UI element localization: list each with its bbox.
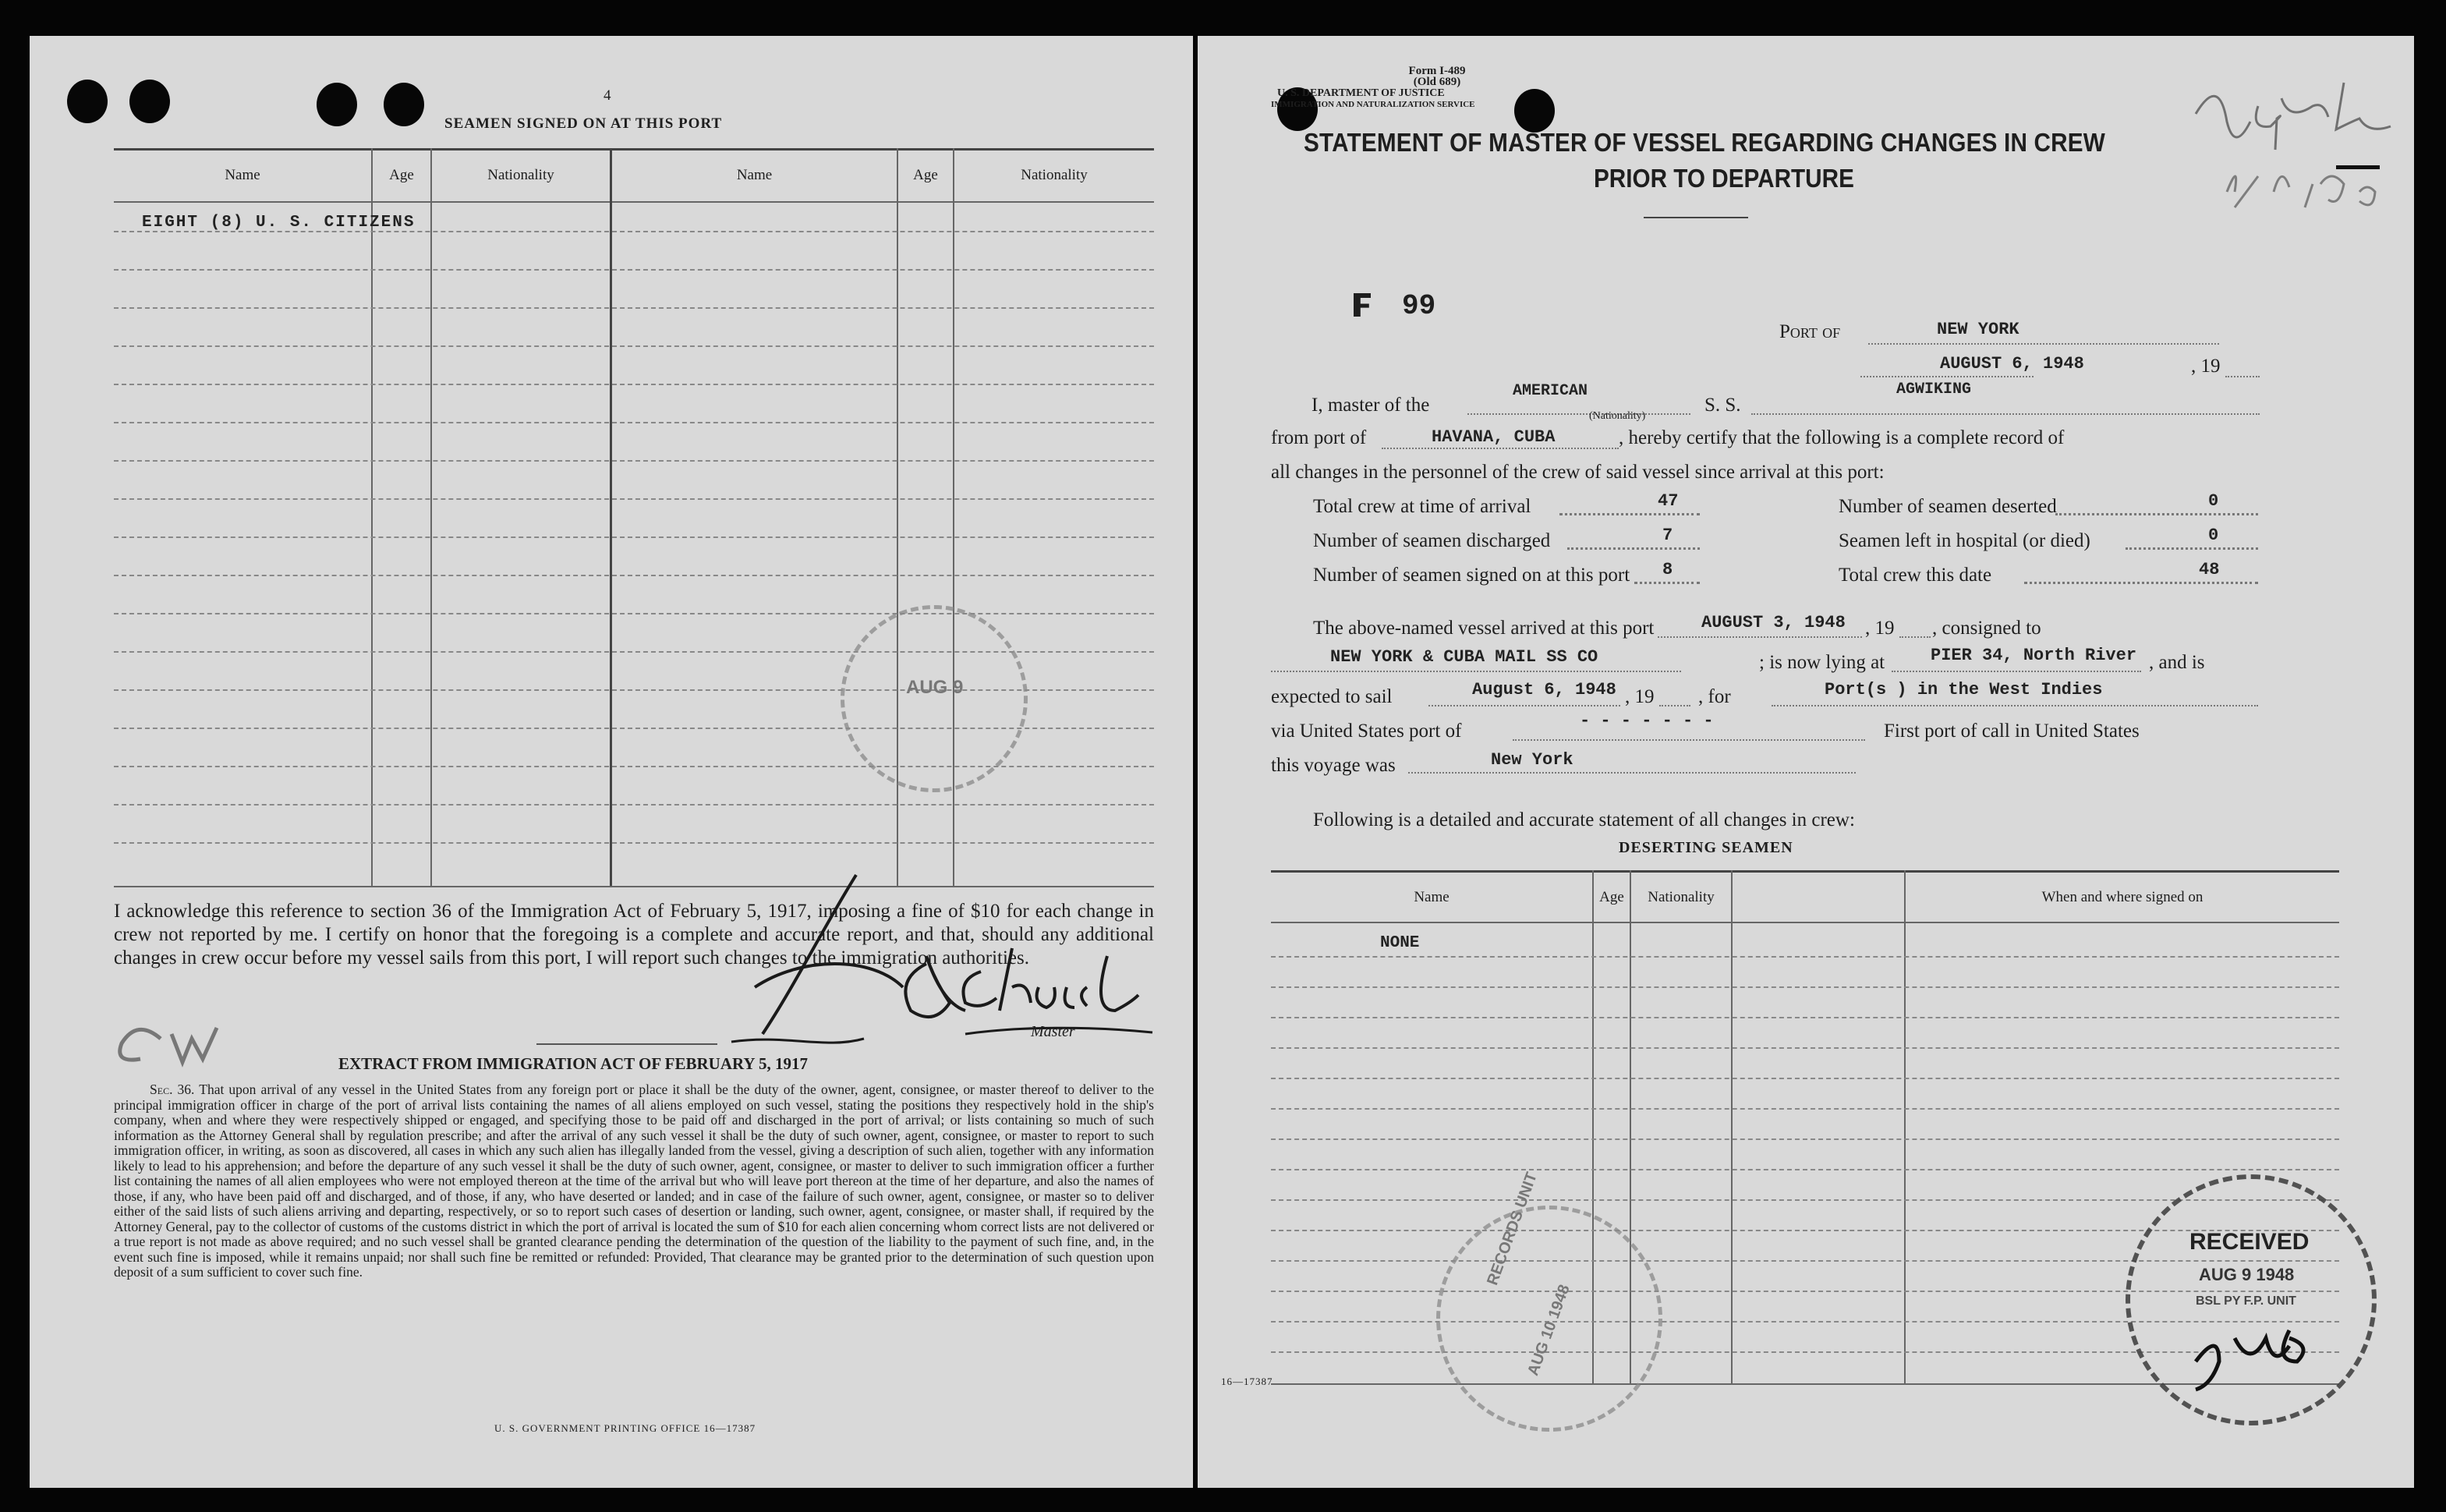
punch-hole [1514,89,1555,133]
extract-body [114,1082,1154,1280]
acknowledgement-text: I acknowledge this reference to section 36 of the Immigration Act of February 5, 1917, imposing a fine of $10 for each change in crew not reported by me. I certify on honor that the foregoing is a complete and accurate report, and that, should any additional changes in crew occur before my vessel sails from this port, I will report such changes to the immigration authorities. [114,901,1154,968]
page-number: 4 [604,87,611,104]
file-number: 99 [1402,290,1436,322]
table-row-rule [114,536,1154,538]
column-header-name: Name [225,167,260,183]
stamp-records-unit: RECORDS UNIT [1484,1170,1541,1288]
stamp-date: AUG 9 [906,677,964,698]
via-value: - - - - - - - [1580,711,1714,731]
column-header-nationality: Nationality [1021,167,1088,183]
stamp-bsl: BSL PY F.P. UNIT [2196,1294,2296,1308]
arrived-date: AUGUST 3, 1948 [1701,613,1846,632]
hospital-label: Seamen left in hospital (or died) [1839,530,2090,551]
lying-label: ; is now lying at [1759,652,1885,673]
expected-label: expected to sail [1271,686,1393,707]
from-port-label: from port of [1271,427,1367,448]
table-row-rule [1271,956,2339,958]
column-header-signed-on: When and where signed on [2041,889,2204,905]
column-header-age: Age [913,167,938,183]
ss-label: S. S. [1704,395,1741,416]
document-title: STATEMENT OF MASTER OF VESSEL REGARDING CHANGES IN CREW [1304,128,2105,157]
initials-mark [84,984,303,1078]
consigned-label: , consigned to [1932,618,2041,639]
consignee: NEW YORK & CUBA MAIL SS CO [1330,647,1598,667]
table-row-rule [1271,1078,2339,1079]
column-header-age: Age [1599,889,1624,905]
deserting-title: DESERTING SEAMEN [1619,839,1793,856]
section-label: Sec. 36. [150,1082,195,1097]
total-date-label: Total crew this date [1839,565,1992,586]
form-footer: 16—17387 [1221,1376,1273,1387]
right-page: Form I-489 (Old 689) U. S. DEPARTMENT OF JUSTICE IMMIGRATION AND NATURALIZATION SERVICE STATEMENT OF MASTER OF VESSEL REGARDING CHANGES IN CREW PRIOR TO DEPARTURE 99 Port of NEW YORK AUGUST 6, 1948 , 19 I, master of the AMERICAN (Nationality) S. S. AGWIKING from port of HAVANA, CUBA , hereby certify that the following is a complete record of all changes in the personnel of the crew of said vessel since arrival at this port: Total crew at time of arrival 47 Number of seamen deserted 0 Number of seamen discharged 7 Seamen left in hospital (or died) 0 Number of seamen signed on at this port 8 Total crew this date 48 The above-named vessel arrived at this port AUGUST 3, 1948 , 19 , consigned to NEW YORK & CUBA MAIL SS CO ; is now lying at PIER 34, North River , and is expected to sail August 6, 1948 , 19 , for Port(s ) in the West Indies via United States port of - - - - - - - First port of call in United States this voyage was New York Following is a detailed and accurate statement of all changes in crew: DESERTING SEAMEN Name Age Nationality When and where signed on NONE RECORDS UNIT AUG 10 1948 RECEIVED AUG 9 1948 BSL PY F.P. UNIT 16—17387 [1198,36,2414,1488]
handwritten-annotation [2165,67,2414,215]
following-text: Following is a detailed and accurate statement of all changes in crew: [1313,809,1855,830]
table-row-rule [114,307,1154,309]
table-row-rule [1271,1017,2339,1018]
certify-text: , hereby certify that the following is a complete record of [1619,427,2065,448]
table-row-rule [1271,1169,2339,1170]
all-changes-text: all changes in the personnel of the crew of said vessel since arrival at this port: [1271,462,1885,483]
table-row-rule [114,345,1154,347]
service-label: IMMIGRATION AND NATURALIZATION SERVICE [1271,100,1475,109]
and-is-label: , and is [2149,652,2205,673]
nationality-value: AMERICAN [1513,382,1588,400]
left-page [30,36,1193,1488]
hospital-value: 0 [2208,526,2219,545]
extract-text: That upon arrival of any vessel in the United States from any foreign port or place it shall be the duty of the owner, agent, consignee, or master thereof to deliver to the principal immigration officer in charge of the port of arrival lists containing the names of all aliens employed on such vessel, stating the positions they respectively hold in the ship's company, when and where they were respectively shipped or engaged, and specifying those to be paid off and discharged in the port of arrival; or lists containing so much of such information as the Attorney General shall by regulation prescribe; and after the arrival of any such vessel it shall be the duty of such owner, agent, consignee, or master to report to such immigration officer, in writing, as soon as discovered, all cases in which any such alien has illegally landed from the vessel, giving a description of such alien, together with any information likely to lead to his apprehension; and before the departure of any such vessel it shall be the duty of such owner, agent, consignee, or master to deliver to such immigration officer a further list containing the names of all alien employees who were not employed thereon at the time of the arrival but who will leave port thereon at the time of her departure, and also the names of those, if any, who have been paid off and discharged, and of those, if any, who have deserted or landed; and in case of the failure of such owner, agent, consignee, or master so to deliver either of the said lists of such aliens arriving and departing, respectively, or so to report such cases of desertion or landing, such owner, agent, consignee, or master shall, if required by the Attorney General, pay to the collector of customs of the customs district in which the port of arrival is located the sum of $10 for each alien concerning whom correct lists are not delivered or a true report is not made as above required; and no such vessel shall be granted clearance pending the determination of the question of the liability to the payment of such fine, and, in the event such fine is imposed, while it remains unpaid; nor shall such fine be remitted or refunded: Provided, That clearance may be granted prior to the determination of such question upon deposit of a sum sufficient to cover such fine. [114,1082,1154,1280]
file-letter-mark [1354,293,1371,317]
document-subtitle: PRIOR TO DEPARTURE [1594,164,1854,193]
master-of-the-label: I, master of the [1311,395,1430,416]
table-row-rule [114,460,1154,462]
discharged-label: Number of seamen discharged [1313,530,1551,551]
destination: Port(s ) in the West Indies [1825,680,2103,699]
discharged-value: 7 [1662,526,1673,545]
printer-line: U. S. GOVERNMENT PRINTING OFFICE 16—17387 [494,1422,756,1434]
from-port-value: HAVANA, CUBA [1432,427,1556,447]
punch-hole [317,83,357,126]
table-row-rule [114,842,1154,844]
column-header-age: Age [389,167,414,183]
sail-date: August 6, 1948 [1472,680,1616,699]
document-date: AUGUST 6, 1948 [1940,354,2084,374]
punch-hole [384,83,424,126]
punch-hole [129,80,170,123]
table-row-rule [114,498,1154,500]
year-suffix: , 19 [2191,356,2221,377]
for-label: for [1708,686,1731,707]
table-row: NONE [1380,934,1420,952]
year-suffix: , 19 [1865,618,1895,639]
signed-on-label: Number of seamen signed on at this port [1313,565,1630,586]
table-row-rule [114,575,1154,576]
form-number: Form I-489 [1408,65,1466,77]
table-row-rule [114,384,1154,385]
received-stamp [841,605,1028,792]
deserted-value: 0 [2208,491,2219,511]
stamp-initials [2172,1315,2328,1400]
total-date-value: 48 [2199,560,2220,579]
form-header [1363,66,1511,87]
column-header-name: Name [1414,889,1450,905]
deserted-label: Number of seamen deserted [1839,496,2057,517]
table-row-rule [1271,1047,2339,1049]
stamp-received-date: AUG 9 1948 [2199,1265,2295,1284]
port-label: Port of [1779,321,1841,342]
master-label: Master [1031,1023,1075,1040]
port-value: NEW YORK [1937,320,2019,339]
table-row-rule [114,422,1154,423]
voyage-value: New York [1491,750,1573,770]
vessel-name: AGWIKING [1896,381,1972,398]
column-header-name: Name [736,167,773,183]
first-port-label: First port of call in United States [1884,721,2140,742]
form-old-number: (Old 689) [1413,76,1461,88]
signed-on-value: 8 [1662,560,1673,579]
table-row-rule [1271,1108,2339,1110]
table-row-rule [114,269,1154,271]
stamp-received: RECEIVED [2189,1229,2310,1255]
stamp-records-date: AUG 10 1948 [1524,1282,1573,1379]
year-suffix: , 19 [1625,686,1655,707]
punch-hole [67,80,108,123]
table-row-rule [114,804,1154,806]
department-label: U. S. DEPARTMENT OF JUSTICE [1277,87,1445,99]
nationality-label: (Nationality) [1589,410,1646,422]
table-row-rule [1271,986,2339,988]
extract-title: EXTRACT FROM IMMIGRATION ACT OF FEBRUARY 5, 1917 [338,1054,809,1073]
table-row: EIGHT (8) U. S. CITIZENS [142,214,416,232]
table-title: SEAMEN SIGNED ON AT THIS PORT [444,115,723,132]
arrived-label: The above-named vessel arrived at this port [1313,618,1655,639]
lying-at-value: PIER 34, North River [1931,646,2137,665]
table-row-rule [1271,1138,2339,1140]
column-header-nationality: Nationality [1648,889,1715,905]
table-row-rule [114,613,1154,614]
voyage-label: this voyage was [1271,755,1396,776]
total-arrival-value: 47 [1658,491,1679,511]
via-label: via United States port of [1271,721,1462,742]
total-arrival-label: Total crew at time of arrival [1313,496,1531,517]
column-header-nationality: Nationality [487,167,554,183]
